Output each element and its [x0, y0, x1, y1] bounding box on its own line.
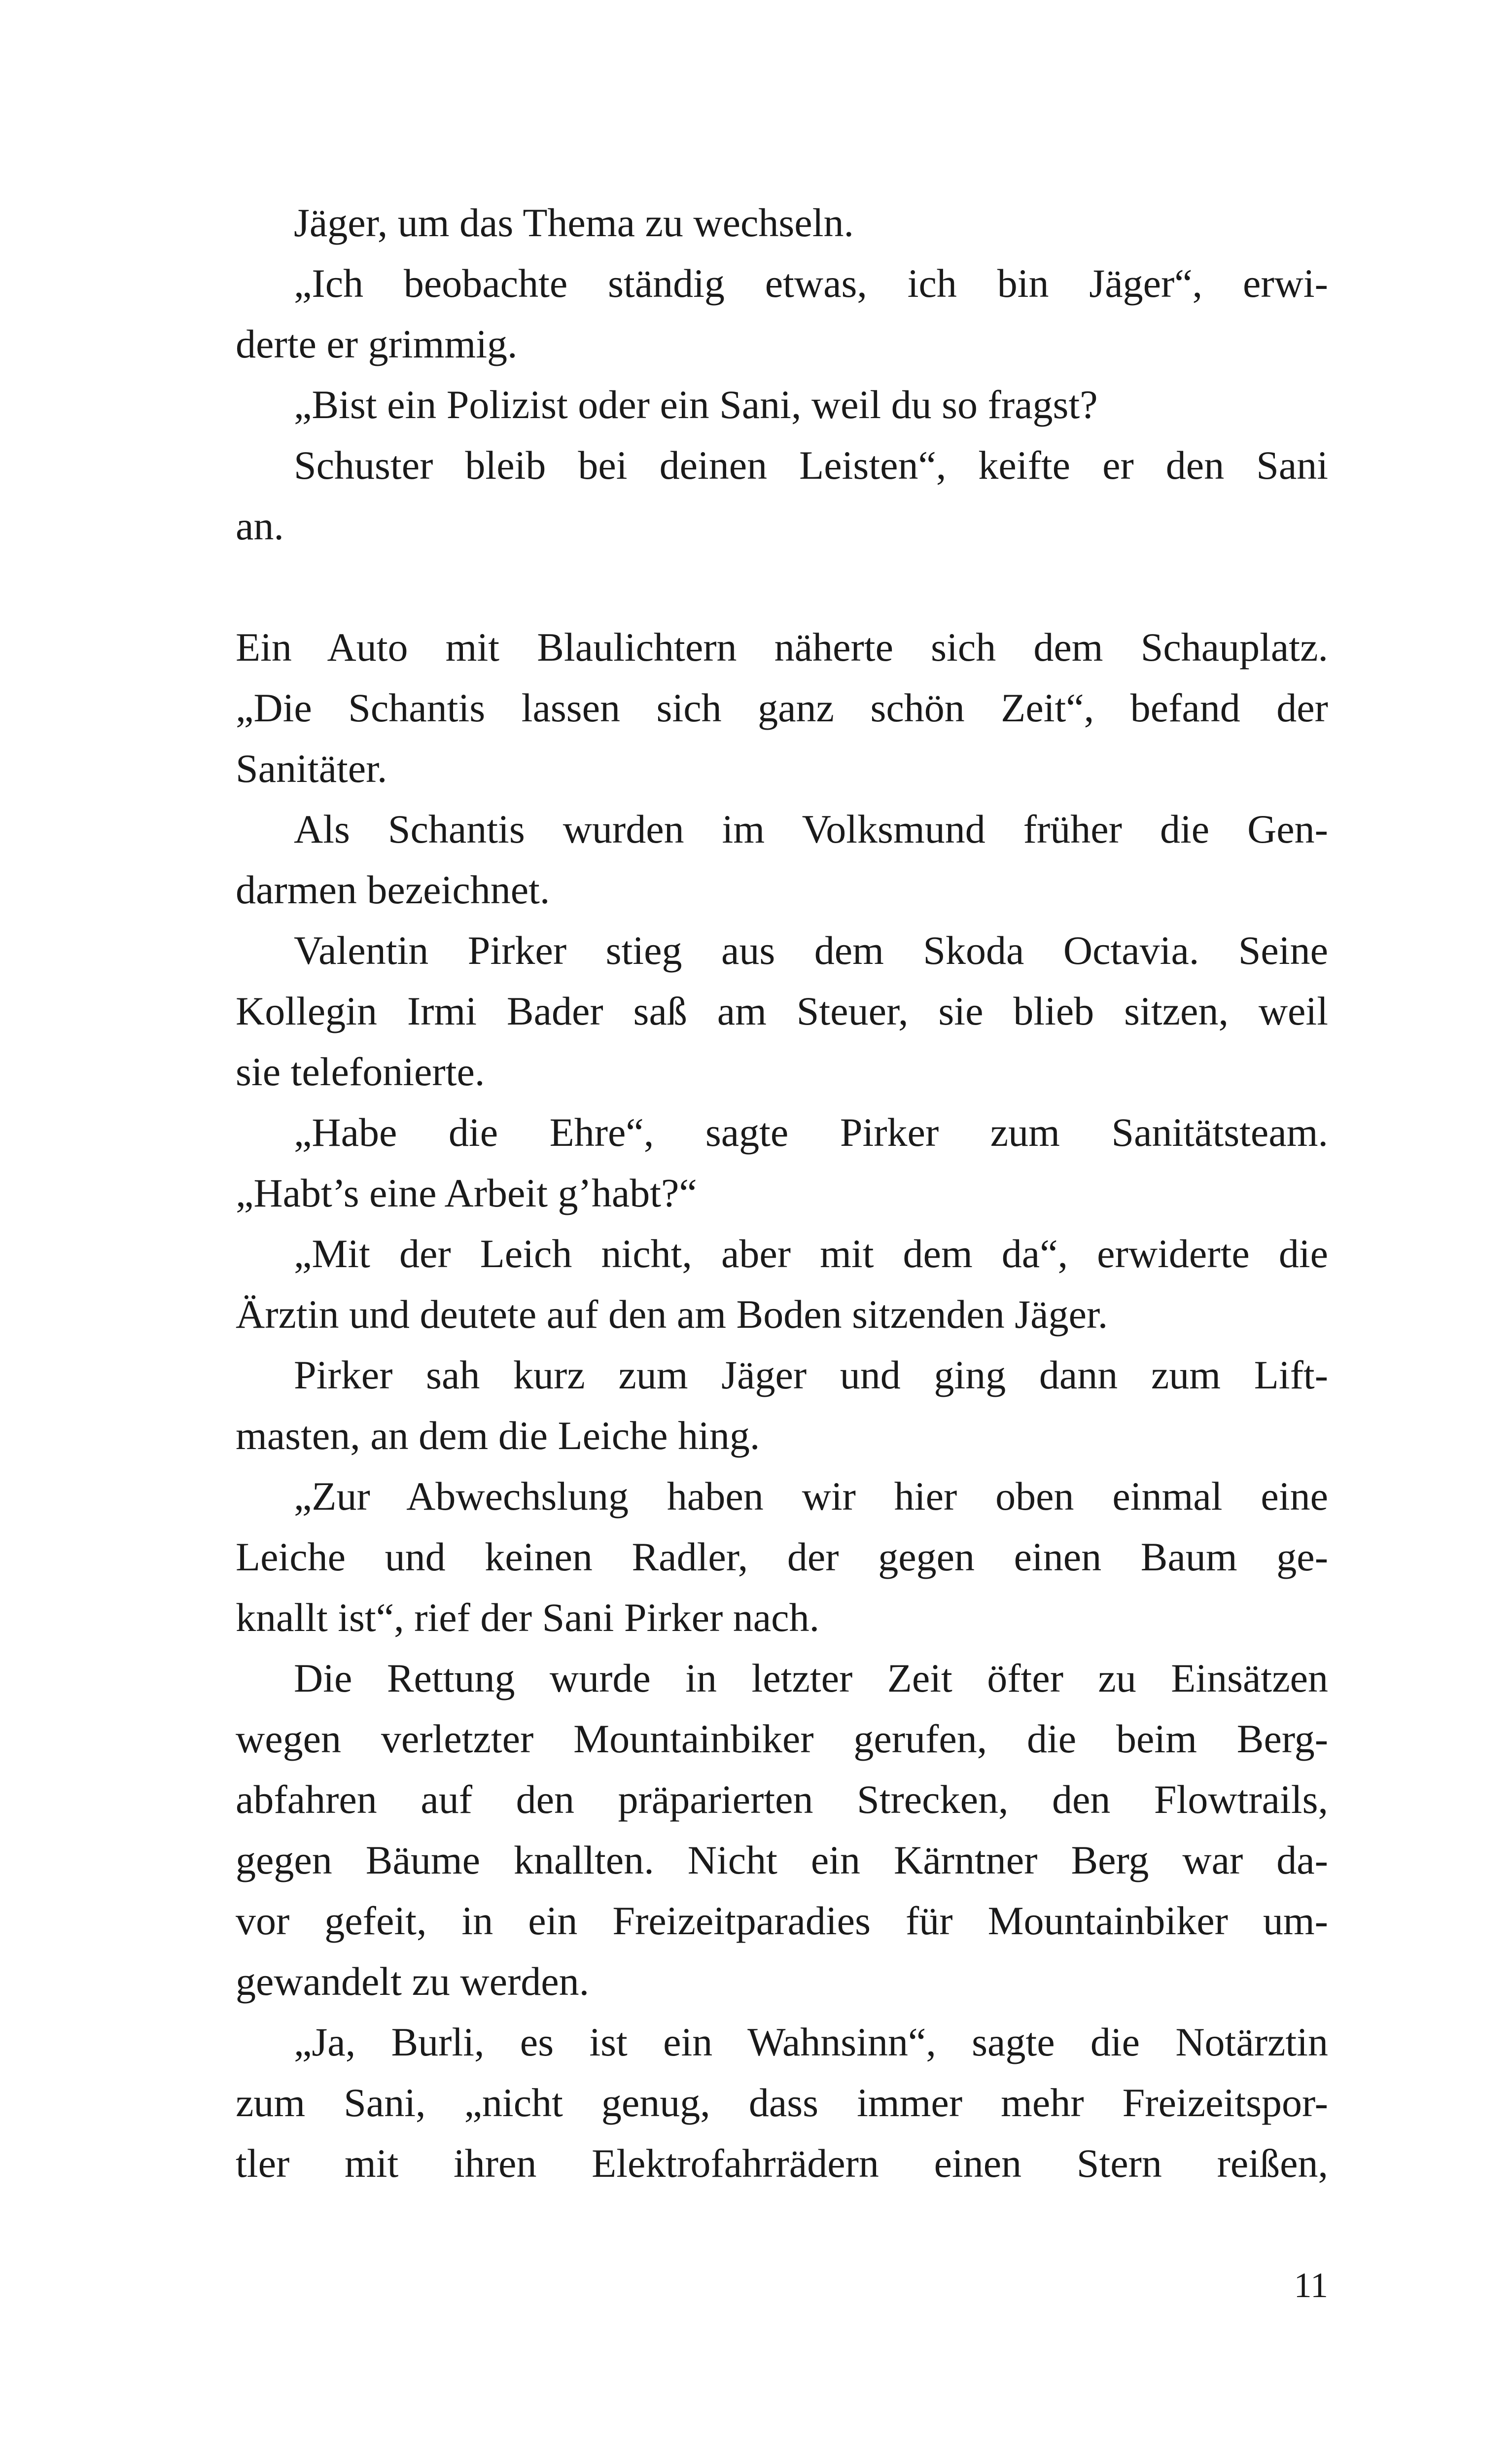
page-text [236, 192, 1328, 2194]
text-line: zum Sani, „nicht genug, dass immer mehr Freizeitspor- [236, 2080, 1328, 2125]
text-line: Die Rettung wurde in letzter Zeit öfter zu Einsätzen [294, 1656, 1328, 1701]
text-line: „Die Schantis lassen sich ganz schön Zeit“, befand der [236, 685, 1328, 730]
text-line: „Zur Abwechslung haben wir hier oben einmal eine [294, 1474, 1328, 1519]
text-line: wegen verletzter Mountainbiker gerufen, die beim Berg- [236, 1716, 1328, 1761]
text-line: Als Schantis wurden im Volksmund früher die Gen- [294, 807, 1328, 851]
text-line: vor gefeit, in ein Freizeitparadies für Mountainbiker um- [236, 1898, 1328, 1943]
text-line: Valentin Pirker stieg aus dem Skoda Octavia. Seine [294, 928, 1328, 973]
text-line: masten, an dem die Leiche hing. [236, 1413, 760, 1458]
text-line: „Ja, Burli, es ist ein Wahnsinn“, sagte die Notärztin [294, 2020, 1328, 2064]
text-line: Sanitäter. [236, 746, 387, 791]
section-break [236, 556, 1328, 617]
text-line: Leiche und keinen Radler, der gegen einen Baum ge- [236, 1534, 1328, 1579]
text-line: abfahren auf den präparierten Strecken, den Flowtrails, [236, 1777, 1328, 1822]
text-line: an. [236, 503, 284, 548]
text-line: darmen bezeichnet. [236, 867, 550, 912]
text-line: knallt ist“, rief der Sani Pirker nach. [236, 1595, 820, 1640]
text-line: Kollegin Irmi Bader saß am Steuer, sie blieb sitzen, weil [236, 989, 1328, 1033]
text-line: gewandelt zu werden. [236, 1959, 590, 2004]
text-line: „Ich beobachte ständig etwas, ich bin Jäger“, erwi- [294, 261, 1328, 306]
text-line: sie telefonierte. [236, 1049, 485, 1094]
text-line: gegen Bäume knallten. Nicht ein Kärntner Berg war da- [236, 1838, 1328, 1882]
page-number: 11 [1294, 2266, 1328, 2305]
text-line: Pirker sah kurz zum Jäger und ging dann zum Lift- [294, 1352, 1328, 1397]
text-line: Jäger, um das Thema zu wechseln. [294, 200, 854, 245]
text-line: tler mit ihren Elektrofahrrädern einen Stern reißen, [236, 2141, 1328, 2186]
text-line: Ein Auto mit Blaulichtern näherte sich dem Schauplatz. [236, 625, 1328, 670]
text-line: „Bist ein Polizist oder ein Sani, weil du so fragst? [294, 382, 1098, 427]
text-line: „Habe die Ehre“, sagte Pirker zum Sanitätsteam. [294, 1110, 1328, 1155]
text-line: Ärztin und deutete auf den am Boden sitzenden Jäger. [236, 1292, 1108, 1337]
text-line: Schuster bleib bei deinen Leisten“, keifte er den Sani [294, 443, 1328, 488]
text-line: „Habt’s eine Arbeit g’habt?“ [236, 1170, 697, 1215]
text-line: „Mit der Leich nicht, aber mit dem da“, erwiderte die [294, 1231, 1328, 1276]
text-line: derte er grimmig. [236, 321, 518, 366]
